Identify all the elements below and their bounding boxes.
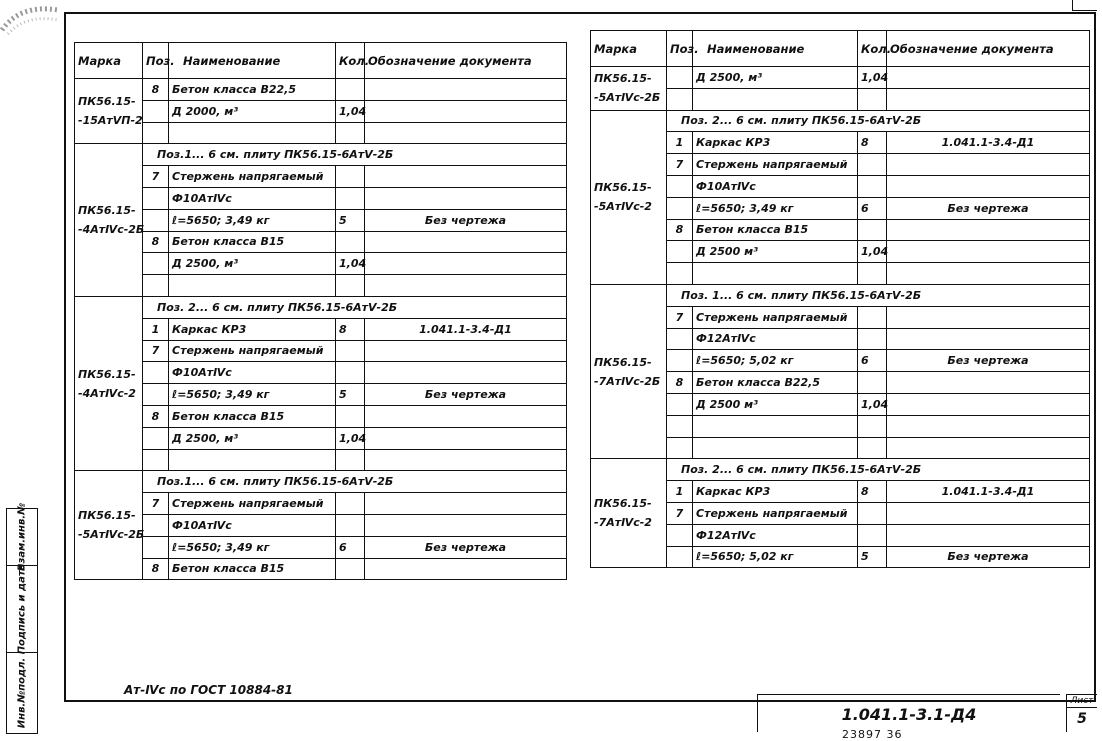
doc-cell: [887, 502, 1090, 524]
table-row: [591, 459, 1090, 481]
name-cell: [693, 88, 858, 110]
pos-cell: 7: [667, 154, 693, 176]
mark-cell: ПК56.15- -15АтⅤП-2: [75, 79, 143, 144]
name-cell: Стержень напрягаемый: [169, 166, 336, 188]
name-cell: Каркас КР3: [693, 481, 858, 503]
name-cell: Д 2500, м³: [169, 253, 336, 275]
pos-cell: 1: [667, 481, 693, 503]
qty-cell: [336, 493, 365, 515]
qty-cell: [858, 524, 887, 546]
qty-cell: [858, 154, 887, 176]
name-cell: [693, 437, 858, 459]
pos-cell: 7: [143, 340, 169, 362]
qty-cell: [858, 306, 887, 328]
table-row: [75, 384, 567, 406]
mark-cell: ПК56.15- -5АтⅣс-2: [591, 110, 667, 284]
side-label-inv-orig: Инв.№подл.: [16, 657, 28, 728]
name-cell: Д 2500 м³: [693, 393, 858, 415]
qty-cell: [336, 187, 365, 209]
table-row: [75, 427, 567, 449]
doc-cell: [365, 493, 567, 515]
name-cell: [693, 415, 858, 437]
qty-cell: [336, 514, 365, 536]
pos-cell: [667, 546, 693, 568]
name-cell: Стержень напрягаемый: [169, 493, 336, 515]
mark-cell: ПК56.15- -4АтⅣс-2Б: [75, 144, 143, 297]
pos-cell: 8: [143, 231, 169, 253]
table-row: [75, 79, 567, 101]
name-cell: Бетон класса В15: [169, 231, 336, 253]
name-cell: Стержень напрягаемый: [693, 154, 858, 176]
qty-cell: 1,04: [336, 253, 365, 275]
table-header-row: [591, 31, 1090, 67]
table-row: [591, 110, 1090, 132]
qty-cell: [336, 362, 365, 384]
pos-cell: [667, 524, 693, 546]
doc-cell: [365, 187, 567, 209]
pos-cell: [667, 88, 693, 110]
steel-standard-note: Ат-Ⅳс по ГОСТ 10884-81: [124, 683, 293, 697]
name-cell: ℓ=5650; 5,02 кг: [693, 546, 858, 568]
qty-cell: [336, 79, 365, 101]
doc-cell: [887, 328, 1090, 350]
name-cell: Бетон класса В15: [693, 219, 858, 241]
qty-cell: [336, 405, 365, 427]
doc-cell: [365, 231, 567, 253]
pos-cell: 1: [143, 318, 169, 340]
doc-cell: [887, 219, 1090, 241]
pos-cell: [143, 253, 169, 275]
table-row: [75, 449, 567, 471]
name-cell: Ф10АтⅣс: [169, 187, 336, 209]
side-label-inv-replace: Взам.инв.№: [16, 502, 28, 572]
qty-cell: [858, 502, 887, 524]
table-row: [75, 231, 567, 253]
name-cell: ℓ=5650; 3,49 кг: [169, 536, 336, 558]
doc-cell: [365, 166, 567, 188]
pos-cell: [143, 536, 169, 558]
doc-cell: [887, 393, 1090, 415]
pos-cell: [143, 449, 169, 471]
header-name: Наименование: [169, 43, 336, 79]
pos-cell: [667, 263, 693, 285]
table-row: [75, 340, 567, 362]
name-cell: Ф12АтⅣс: [693, 328, 858, 350]
doc-cell: [365, 405, 567, 427]
header-qty: Кол.: [858, 31, 887, 67]
qty-cell: 6: [858, 197, 887, 219]
qty-cell: 8: [336, 318, 365, 340]
pos-cell: [143, 427, 169, 449]
pos-cell: [667, 393, 693, 415]
doc-cell: Без чертежа: [887, 350, 1090, 372]
header-doc: Обозначение документа: [887, 31, 1090, 67]
table-row: [75, 514, 567, 536]
pos-cell: 8: [667, 219, 693, 241]
doc-cell: Без чертежа: [887, 197, 1090, 219]
pos-cell: [667, 175, 693, 197]
mark-cell: ПК56.15- -4АтⅣс-2: [75, 296, 143, 470]
doc-cell: [887, 88, 1090, 110]
doc-cell: [365, 275, 567, 297]
doc-cell: Без чертежа: [365, 536, 567, 558]
qty-cell: [336, 231, 365, 253]
table-row: [75, 493, 567, 515]
header-mark: Марка: [75, 43, 143, 79]
side-cell-sign-date: [7, 563, 37, 655]
header-mark: Марка: [591, 31, 667, 67]
doc-cell: 1.041.1-3.4-Д1: [887, 481, 1090, 503]
position-note: Поз. 1... 6 см. плиту ПК56.15-6АтⅤ-2Б: [667, 284, 1090, 306]
sheet-number-box: [1066, 694, 1097, 732]
qty-cell: [858, 437, 887, 459]
name-cell: Д 2500, м³: [693, 67, 858, 89]
name-cell: Д 2000, м³: [169, 100, 336, 122]
name-cell: ℓ=5650; 3,49 кг: [169, 209, 336, 231]
table-row: [75, 144, 567, 166]
doc-cell: [887, 524, 1090, 546]
qty-cell: [858, 175, 887, 197]
pos-cell: 7: [143, 166, 169, 188]
qty-cell: 5: [336, 209, 365, 231]
pos-cell: [667, 350, 693, 372]
name-cell: Бетон класса В22,5: [169, 79, 336, 101]
header-pos: Поз.: [667, 31, 693, 67]
table-row: [75, 471, 567, 493]
name-cell: Ф10АтⅣс: [693, 175, 858, 197]
doc-cell: [887, 415, 1090, 437]
name-cell: Бетон класса В22,5: [693, 372, 858, 394]
doc-cell: [887, 372, 1090, 394]
qty-cell: 8: [858, 481, 887, 503]
pos-cell: [143, 209, 169, 231]
doc-cell: [365, 427, 567, 449]
qty-cell: [858, 263, 887, 285]
side-cell-inv-replace: [7, 502, 37, 572]
pos-cell: 7: [667, 306, 693, 328]
table-row: [75, 100, 567, 122]
pos-cell: 8: [143, 558, 169, 580]
doc-cell: Без чертежа: [365, 209, 567, 231]
doc-cell: Без чертежа: [365, 384, 567, 406]
qty-cell: [858, 328, 887, 350]
qty-cell: [336, 558, 365, 580]
name-cell: Бетон класса В15: [169, 558, 336, 580]
doc-cell: [365, 253, 567, 275]
name-cell: [693, 263, 858, 285]
table-row: [591, 284, 1090, 306]
doc-cell: Без чертежа: [887, 546, 1090, 568]
qty-cell: 6: [336, 536, 365, 558]
name-cell: ℓ=5650; 5,02 кг: [693, 350, 858, 372]
qty-cell: [858, 372, 887, 394]
header-name: Наименование: [693, 31, 858, 67]
mark-cell: ПК56.15- -5АтⅣс-2Б: [591, 67, 667, 111]
doc-cell: [887, 175, 1090, 197]
pos-cell: 1: [667, 132, 693, 154]
table-row: [75, 536, 567, 558]
doc-cell: 1.041.1-3.4-Д1: [365, 318, 567, 340]
name-cell: Стержень напрягаемый: [693, 502, 858, 524]
pos-cell: [143, 275, 169, 297]
header-pos: Поз.: [143, 43, 169, 79]
table-row: [75, 166, 567, 188]
sheet-corner-box: [1072, 0, 1097, 11]
table-row: [75, 558, 567, 580]
pos-cell: [143, 514, 169, 536]
pos-cell: [143, 187, 169, 209]
qty-cell: [336, 275, 365, 297]
pos-cell: [143, 384, 169, 406]
name-cell: [169, 449, 336, 471]
qty-cell: [336, 449, 365, 471]
header-doc: Обозначение документа: [365, 43, 567, 79]
name-cell: Каркас КР3: [693, 132, 858, 154]
table-row: [75, 209, 567, 231]
right-spec-table: [590, 30, 1090, 568]
qty-cell: [336, 166, 365, 188]
pos-cell: 8: [667, 372, 693, 394]
inventory-number: 23897 36: [842, 728, 903, 741]
pos-cell: [667, 67, 693, 89]
mark-cell: ПК56.15- -5АтⅣс-2Б: [75, 471, 143, 580]
name-cell: Д 2500 м³: [693, 241, 858, 263]
pos-cell: 8: [143, 405, 169, 427]
position-note: Поз.1... 6 см. плиту ПК56.15-6АтⅤ-2Б: [143, 471, 567, 493]
name-cell: Каркас КР3: [169, 318, 336, 340]
side-stamp-column: [6, 502, 38, 734]
table-row: [75, 296, 567, 318]
document-code: 1.041.1-3.1-Д4: [757, 694, 1060, 732]
qty-cell: [858, 88, 887, 110]
table-row: [75, 275, 567, 297]
qty-cell: 1,04: [336, 427, 365, 449]
doc-cell: [365, 122, 567, 144]
pos-cell: [667, 241, 693, 263]
qty-cell: 1,04: [858, 241, 887, 263]
table-row: [75, 405, 567, 427]
qty-cell: [336, 122, 365, 144]
pos-cell: [667, 328, 693, 350]
pos-cell: [143, 100, 169, 122]
pos-cell: 7: [667, 502, 693, 524]
qty-cell: 1,04: [336, 100, 365, 122]
pos-cell: [667, 415, 693, 437]
qty-cell: [336, 340, 365, 362]
doc-cell: [887, 241, 1090, 263]
name-cell: Ф12АтⅣс: [693, 524, 858, 546]
left-spec-table: [74, 42, 567, 580]
sheet-label: Лист: [1067, 695, 1097, 708]
qty-cell: 8: [858, 132, 887, 154]
qty-cell: 5: [858, 546, 887, 568]
doc-cell: [887, 154, 1090, 176]
pos-cell: [667, 437, 693, 459]
qty-cell: 1,04: [858, 393, 887, 415]
qty-cell: 1,04: [858, 67, 887, 89]
table-row: [591, 67, 1090, 89]
doc-cell: [365, 100, 567, 122]
name-cell: Д 2500, м³: [169, 427, 336, 449]
table-row: [75, 318, 567, 340]
side-label-sign-date: Подпись и дата: [16, 563, 28, 655]
name-cell: Ф10АтⅣс: [169, 514, 336, 536]
doc-cell: [365, 514, 567, 536]
doc-cell: [365, 340, 567, 362]
pos-cell: [143, 362, 169, 384]
doc-cell: [887, 67, 1090, 89]
doc-cell: [365, 362, 567, 384]
approval-stamp: [0, 0, 60, 34]
name-cell: Стержень напрягаемый: [693, 306, 858, 328]
doc-cell: [887, 306, 1090, 328]
name-cell: [169, 275, 336, 297]
doc-cell: [365, 79, 567, 101]
pos-cell: 7: [143, 493, 169, 515]
doc-cell: [887, 263, 1090, 285]
name-cell: ℓ=5650; 3,49 кг: [693, 197, 858, 219]
name-cell: ℓ=5650; 3,49 кг: [169, 384, 336, 406]
position-note: Поз.1... 6 см. плиту ПК56.15-6АтⅤ-2Б: [143, 144, 567, 166]
pos-cell: 8: [143, 79, 169, 101]
qty-cell: [858, 219, 887, 241]
table-header-row: [75, 43, 567, 79]
side-cell-inv-orig: [7, 653, 37, 732]
sheet-number: 5: [1077, 711, 1087, 727]
table-row: [75, 362, 567, 384]
doc-cell: [365, 449, 567, 471]
table-row: [75, 187, 567, 209]
name-cell: Ф10АтⅣс: [169, 362, 336, 384]
qty-cell: 6: [858, 350, 887, 372]
doc-cell: 1.041.1-3.4-Д1: [887, 132, 1090, 154]
table-row: [75, 122, 567, 144]
pos-cell: [667, 197, 693, 219]
qty-cell: 5: [336, 384, 365, 406]
mark-cell: ПК56.15- -7АтⅣс-2Б: [591, 284, 667, 458]
doc-cell: [887, 437, 1090, 459]
name-cell: Стержень напрягаемый: [169, 340, 336, 362]
mark-cell: ПК56.15- -7АтⅣс-2: [591, 459, 667, 568]
header-qty: Кол.: [336, 43, 365, 79]
table-row: [75, 253, 567, 275]
position-note: Поз. 2... 6 см. плиту ПК56.15-6АтⅤ-2Б: [667, 459, 1090, 481]
doc-cell: [365, 558, 567, 580]
position-note: Поз. 2... 6 см. плиту ПК56.15-6АтⅤ-2Б: [667, 110, 1090, 132]
pos-cell: [143, 122, 169, 144]
position-note: Поз. 2... 6 см. плиту ПК56.15-6АтⅤ-2Б: [143, 296, 567, 318]
qty-cell: [858, 415, 887, 437]
name-cell: Бетон класса В15: [169, 405, 336, 427]
name-cell: [169, 122, 336, 144]
